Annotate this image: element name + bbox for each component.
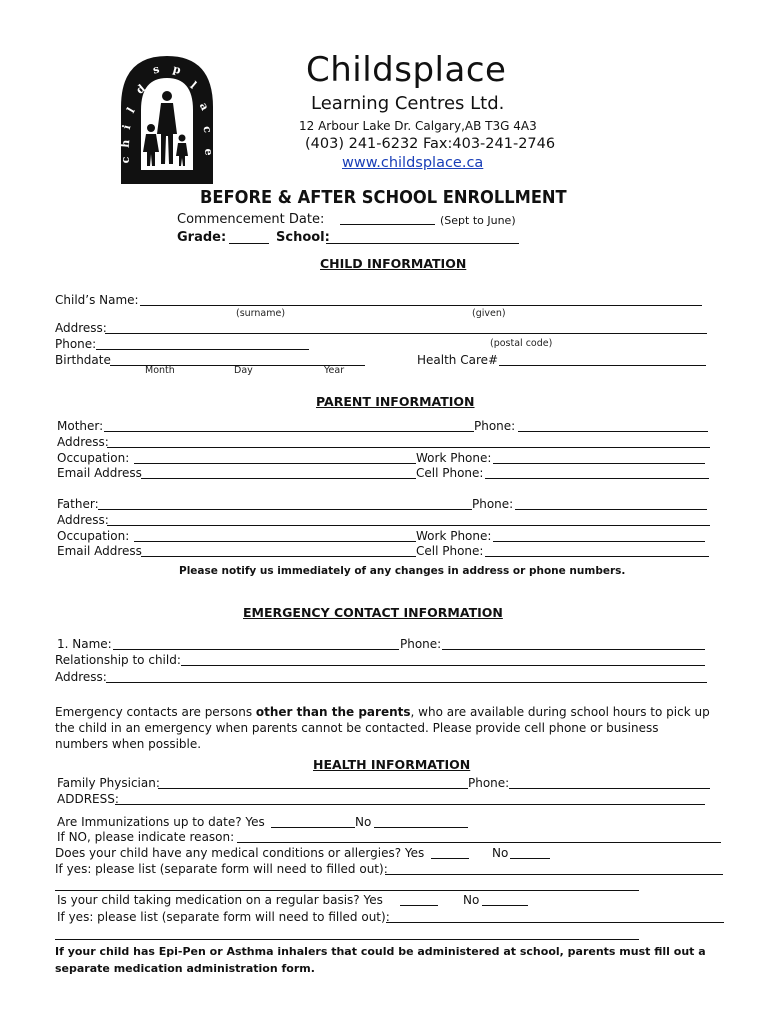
emergency-address-label: Address: [55,670,107,684]
form-title: BEFORE & AFTER SCHOOL ENROLLMENT [200,188,567,208]
medication-list-field-2[interactable] [55,939,639,940]
mother-work-phone-field[interactable] [493,463,705,464]
mother-phone-field[interactable] [518,431,708,432]
medication-label: Is your child taking medication on a regular basis? Yes [57,893,383,907]
emergency-relationship-field[interactable] [181,665,705,666]
immunizations-no-label: No [355,815,372,829]
reason-label: If NO, please indicate reason: [57,830,235,844]
logo-letter: e [202,148,215,156]
mother-occupation-label: Occupation: [57,451,130,465]
health-care-field[interactable] [499,365,706,366]
father-name-field[interactable] [98,509,472,510]
conditions-no-label: No [492,846,509,860]
month-hint: Month [145,365,175,376]
immunizations-label: Are Immunizations up to date? Yes [57,815,265,829]
father-phone-field[interactable] [515,509,707,510]
logo-letter: p [171,62,183,77]
immunizations-yes-field[interactable] [271,827,355,828]
emergency-para-pre: Emergency contacts are persons [55,705,256,719]
emergency-phone-label: Phone: [400,637,442,651]
change-notice: Please notify us immediately of any changes in address or phone numbers. [179,565,626,577]
medication-no-label: No [463,893,480,907]
grade-label: Grade: [177,230,227,245]
logo-letter: s [151,62,161,77]
health-heading: HEALTH INFORMATION [313,757,471,772]
conditions-list-field-2[interactable] [55,890,639,891]
commencement-field[interactable] [340,224,435,225]
company-name: Childsplace [306,50,507,90]
father-cell-phone-label: Cell Phone: [416,544,484,558]
emergency-name-label: 1. Name: [57,637,112,651]
conditions-no-field[interactable] [510,858,550,859]
emergency-phone-field[interactable] [442,649,705,650]
conditions-list-label: If yes: please list (separate form will need to filled out): [55,862,388,876]
commencement-label: Commencement Date: [177,212,325,227]
logo-letter: i [119,123,134,131]
mother-occupation-field[interactable] [134,463,416,464]
parent-info-heading: PARENT INFORMATION [316,394,475,409]
father-email-label: Email Address [57,544,142,558]
father-occupation-field[interactable] [134,541,416,542]
father-label: Father: [57,497,99,511]
father-address-label: Address: [57,513,109,527]
logo-letter: a [196,100,212,113]
postal-code-hint: (postal code) [490,338,553,349]
medication-list-field[interactable] [386,922,724,923]
father-occupation-label: Occupation: [57,529,130,543]
year-hint: Year [324,365,345,376]
birthdate-label: Birthdate [55,353,111,367]
conditions-list-field[interactable] [385,874,723,875]
father-work-phone-label: Work Phone: [416,529,492,543]
father-work-phone-field[interactable] [493,541,705,542]
emergency-paragraph-line1 [55,705,710,719]
child-phone-field[interactable] [96,349,309,350]
mother-label: Mother: [57,419,104,433]
father-address-field[interactable] [107,525,710,526]
emergency-name-field[interactable] [113,649,399,650]
child-info-heading: CHILD INFORMATION [320,256,467,271]
conditions-yes-field[interactable] [431,858,469,859]
physician-address-field[interactable] [115,804,705,805]
emergency-address-field[interactable] [106,682,707,683]
logo-letter: c [200,124,215,134]
physician-label: Family Physician: [57,776,160,790]
mother-phone-label: Phone: [474,419,516,433]
father-cell-phone-field[interactable] [485,556,709,557]
logo-letter: h [118,139,133,149]
physician-field[interactable] [158,788,468,789]
commencement-hint: (Sept to June) [440,214,516,227]
physician-phone-field[interactable] [509,788,710,789]
immunizations-no-field[interactable] [374,827,468,828]
company-address: 12 Arbour Lake Dr. Calgary,AB T3G 4A3 [299,119,537,133]
given-hint: (given) [472,308,506,319]
reason-field[interactable] [237,842,721,843]
day-hint: Day [234,365,253,376]
medication-list-label: If yes: please list (separate form will need to filled out): [57,910,390,924]
medication-yes-field[interactable] [400,905,438,906]
emergency-heading: EMERGENCY CONTACT INFORMATION [243,605,503,620]
logo-letter: d [133,81,148,97]
physician-phone-label: Phone: [468,776,510,790]
child-name-field[interactable] [140,305,702,306]
mother-email-field[interactable] [141,478,416,479]
father-email-field[interactable] [141,556,416,557]
company-website-link[interactable]: www.childsplace.ca [342,155,484,171]
grade-field[interactable] [229,243,269,244]
childsplace-logo [115,52,219,186]
mother-cell-phone-field[interactable] [485,478,709,479]
child-name-label: Child’s Name: [55,293,139,307]
logo-letter: c [119,156,132,164]
epi-notice-line1: If your child has Epi-Pen or Asthma inhalers that could be administered at school, parents must fill out a [55,945,706,958]
emergency-para-bold: other than the parents [255,705,411,719]
mother-address-field[interactable] [107,447,710,448]
emergency-paragraph-line3: numbers when possible. [55,737,202,751]
mother-cell-phone-label: Cell Phone: [416,466,484,480]
epi-notice-line2: separate medication administration form. [55,962,315,975]
emergency-relationship-label: Relationship to child: [55,653,181,667]
conditions-label: Does your child have any medical conditions or allergies? Yes [55,846,425,860]
emergency-para-post: , who are available during school hours to pick up [410,705,710,719]
surname-hint: (surname) [236,308,286,319]
mother-address-label: Address: [57,435,109,449]
logo-letter: l [187,78,200,92]
mother-email-label: Email Address [57,466,142,480]
child-phone-label: Phone: [55,337,97,351]
logo-letter: l [124,105,138,116]
school-field[interactable] [326,243,519,244]
health-care-label: Health Care# [417,353,499,367]
mother-work-phone-label: Work Phone: [416,451,492,465]
company-subtitle: Learning Centres Ltd. [311,93,505,114]
company-phones: (403) 241-6232 Fax:403-241-2746 [305,136,556,152]
school-label: School: [276,230,330,245]
father-phone-label: Phone: [472,497,514,511]
child-address-label: Address: [55,321,107,335]
child-address-field[interactable] [105,333,707,334]
mother-name-field[interactable] [104,431,474,432]
medication-no-field[interactable] [482,905,528,906]
emergency-paragraph-line2: the child in an emergency when parents cannot be contacted. Please provide cell phone or business [55,721,659,735]
physician-address-label: ADDRESS: [57,792,119,806]
